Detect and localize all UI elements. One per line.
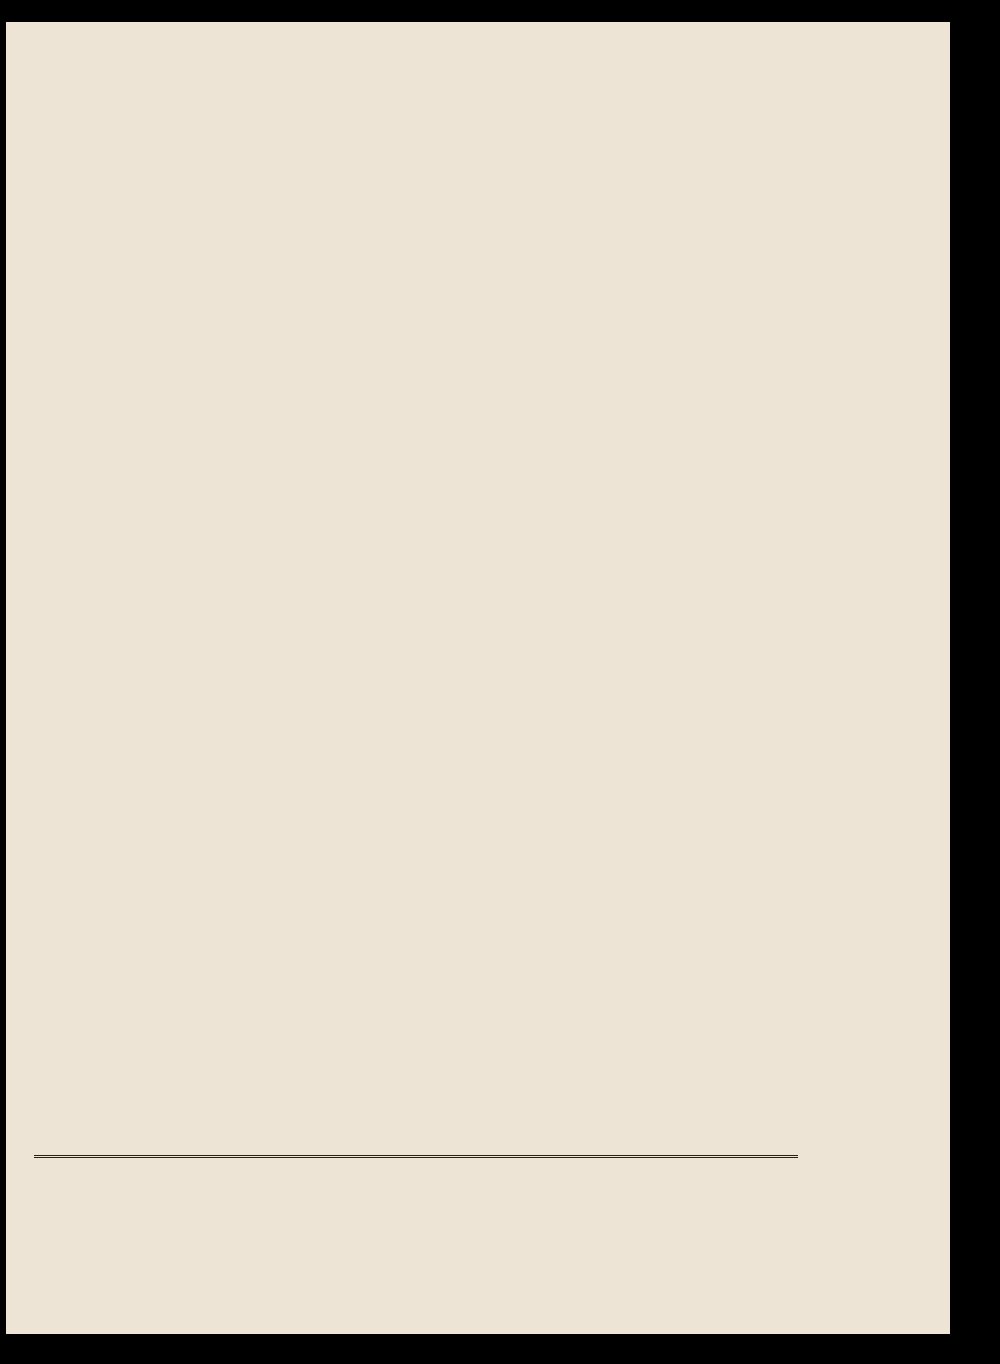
footnote-rule (34, 1155, 798, 1160)
digitization-credit (973, 1344, 980, 1358)
book-page (6, 22, 950, 1334)
